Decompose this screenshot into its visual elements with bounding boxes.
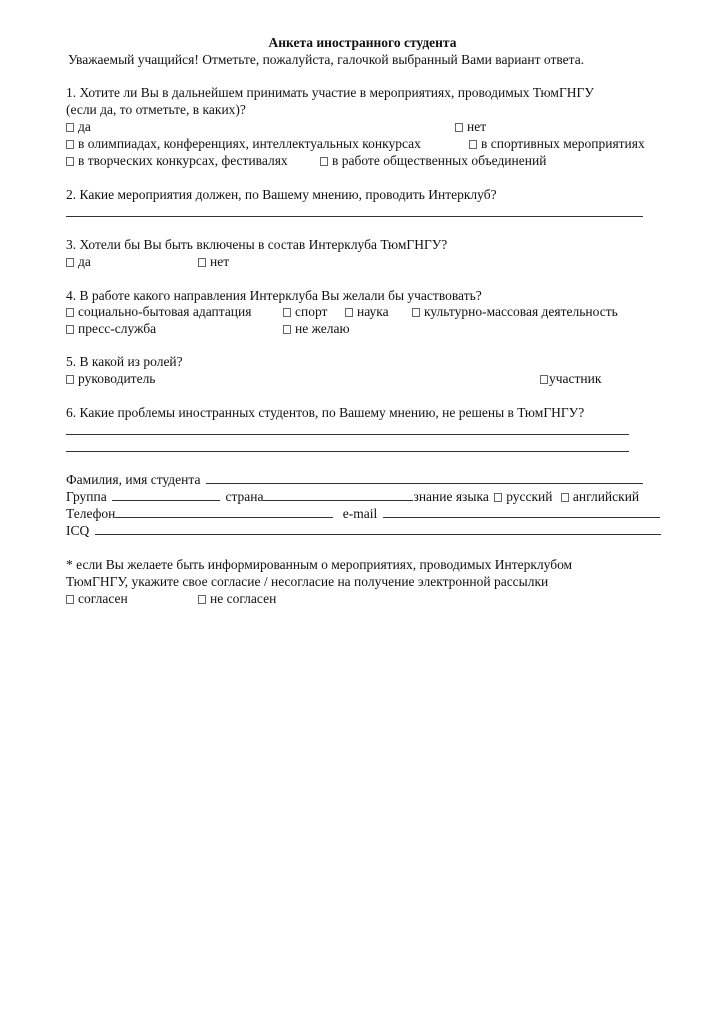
- q4-text: 4. В работе какого направления Интерклуба Вы желали бы участвовать?: [66, 288, 482, 303]
- checkbox[interactable]: [66, 157, 74, 166]
- option-label: социально-бытовая адаптация: [78, 304, 252, 319]
- phone-row: [66, 505, 660, 522]
- q6-answer-line-2[interactable]: [66, 451, 629, 452]
- checkbox[interactable]: [198, 258, 206, 267]
- phone-field[interactable]: [115, 505, 333, 518]
- student-name-label: Фамилия, имя студента: [66, 472, 201, 487]
- q1-option-creative[interactable]: [66, 152, 288, 169]
- checkbox[interactable]: [540, 375, 548, 384]
- country-label: страна: [225, 489, 264, 504]
- note-line2: ТюмГНГУ, укажите свое согласие / несогласие на получение электронной рассылки: [66, 574, 549, 589]
- option-label: нет: [210, 254, 230, 269]
- option-label: культурно-массовая деятельность: [424, 304, 618, 319]
- q2-text: 2. Какие мероприятия должен, по Вашему мнению, проводить Интерклуб?: [66, 187, 497, 202]
- phone-label: Телефон: [66, 506, 116, 521]
- option-label: наука: [357, 304, 389, 319]
- note-option-agree[interactable]: [66, 590, 128, 607]
- q6-answer-line-1[interactable]: [66, 434, 629, 435]
- email-label: e-mail: [342, 506, 378, 521]
- student-name-field[interactable]: [206, 471, 643, 484]
- q2-answer-line[interactable]: [66, 216, 643, 217]
- checkbox[interactable]: [198, 595, 206, 604]
- option-label: участник: [549, 371, 602, 386]
- q4-option-culture[interactable]: [412, 303, 618, 320]
- q5-option-member[interactable]: [540, 370, 601, 387]
- option-label: пресс-служба: [78, 321, 157, 336]
- checkbox[interactable]: [283, 325, 291, 334]
- q4-option-science[interactable]: [345, 303, 389, 320]
- note-option-disagree[interactable]: [198, 590, 276, 607]
- icq-label: ICQ: [66, 523, 90, 538]
- q3-text: 3. Хотели бы Вы быть включены в состав Интерклуба ТюмГНГУ?: [66, 237, 448, 252]
- group-label: Группа: [66, 489, 107, 504]
- note-line1: * если Вы желаете быть информированным о мероприятиях, проводимых Интерклубом: [66, 557, 573, 572]
- option-label: нет: [467, 119, 487, 134]
- checkbox[interactable]: [345, 308, 353, 317]
- q1-text-line1: 1. Хотите ли Вы в дальнейшем принимать участие в мероприятиях, проводимых ТюмГНГУ: [66, 85, 594, 100]
- checkbox[interactable]: [66, 258, 74, 267]
- language-english-label: английский: [572, 489, 640, 504]
- checkbox[interactable]: [66, 308, 74, 317]
- email-field[interactable]: [383, 505, 660, 518]
- checkbox[interactable]: [561, 493, 569, 502]
- checkbox[interactable]: [66, 375, 74, 384]
- checkbox[interactable]: [320, 157, 328, 166]
- checkbox[interactable]: [469, 140, 477, 149]
- q6-text: 6. Какие проблемы иностранных студентов, по Вашему мнению, не решены в ТюмГНГУ?: [66, 405, 585, 420]
- q1-option-no[interactable]: [455, 118, 486, 135]
- q3-option-no[interactable]: [198, 253, 229, 270]
- icq-field[interactable]: [95, 522, 661, 535]
- checkbox[interactable]: [66, 595, 74, 604]
- language-russian-label: русский: [506, 489, 553, 504]
- student-name-row: [66, 471, 643, 488]
- option-label: не согласен: [210, 591, 277, 606]
- q3-option-yes[interactable]: [66, 253, 91, 270]
- option-label: в олимпиадах, конференциях, интеллектуальных конкурсах: [78, 136, 421, 151]
- checkbox[interactable]: [494, 493, 502, 502]
- option-label: в спортивных мероприятиях: [481, 136, 645, 151]
- q1-option-public[interactable]: [320, 152, 546, 169]
- option-label: согласен: [78, 591, 128, 606]
- checkbox[interactable]: [412, 308, 420, 317]
- checkbox[interactable]: [66, 325, 74, 334]
- intro-text: Уважаемый учащийся! Отметьте, пожалуйста, галочкой выбранный Вами вариант ответа.: [68, 52, 585, 67]
- checkbox[interactable]: [66, 140, 74, 149]
- option-label: в работе общественных объединений: [332, 153, 547, 168]
- form-title: Анкета иностранного студента: [268, 35, 457, 50]
- checkbox[interactable]: [283, 308, 291, 317]
- country-field[interactable]: [263, 488, 413, 501]
- language-label: знание языка: [413, 489, 489, 504]
- option-label: в творческих конкурсах, фестивалях: [78, 153, 288, 168]
- q5-text: 5. В какой из ролей?: [66, 354, 183, 369]
- q4-option-sport[interactable]: [283, 303, 327, 320]
- checkbox[interactable]: [455, 123, 463, 132]
- q4-option-social[interactable]: [66, 303, 251, 320]
- q1-option-olympiads[interactable]: [66, 135, 421, 152]
- q1-option-yes[interactable]: [66, 118, 91, 135]
- option-label: да: [78, 254, 91, 269]
- option-label: не желаю: [295, 321, 350, 336]
- option-label: спорт: [295, 304, 328, 319]
- option-label: да: [78, 119, 91, 134]
- q4-option-none[interactable]: [283, 320, 350, 337]
- icq-row: [66, 522, 661, 539]
- q1-text-line2: (если да, то отметьте, в каких)?: [66, 102, 246, 117]
- checkbox[interactable]: [66, 123, 74, 132]
- q5-option-leader[interactable]: [66, 370, 155, 387]
- option-label: руководитель: [78, 371, 156, 386]
- group-row: [66, 488, 639, 505]
- q4-option-press[interactable]: [66, 320, 156, 337]
- q1-option-sport[interactable]: [469, 135, 645, 152]
- group-field[interactable]: [112, 488, 220, 501]
